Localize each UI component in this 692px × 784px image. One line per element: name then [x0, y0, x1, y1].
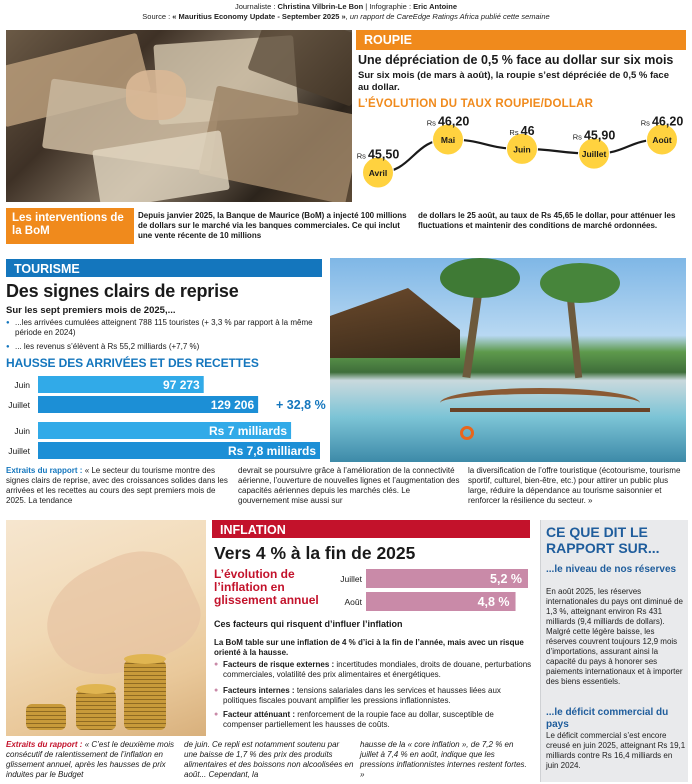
tourisme-excerpt-col-3: la diversification de l’offre touristique (écotourisme, tourisme sportif, culturel, bien-être, etc.) pour attirer un public plus large, réduire la dépendance au tourisme saisonnier et renforcer la résilience du secteur. »	[468, 466, 681, 505]
inflation-factors-heading: Ces facteurs qui risquent d’influer l’inflation	[214, 619, 403, 629]
roupie-category-label: Juin	[513, 144, 531, 155]
rapport-deficit-heading: ...le déficit commercial du pays	[546, 707, 669, 730]
inflation-bar-value-label: 5,2 %	[490, 572, 522, 586]
inflation-bullet-external	[214, 660, 532, 680]
tourisme-excerpt-col-2: devrait se poursuivre grâce à l’amélioration de la connectivité aérienne, l’ouverture de nouvelles lignes et l’augmentation des capacités aériennes depuis les marchés clés. Le gouvernement mise aussi sur	[238, 466, 460, 505]
inflation-bar-category: Juillet	[340, 574, 362, 584]
tourisme-bar-category: Juin	[14, 380, 30, 390]
inflation-bullet-mitigating	[214, 710, 532, 730]
inflation-excerpt-lead: Extraits du rapport :	[6, 740, 85, 749]
bom-interventions-label: Les interventions de la BoM	[6, 208, 134, 244]
roupie-dollar-chart	[352, 112, 692, 202]
tourisme-chart-title: HAUSSE DES ARRIVÉES ET DES RECETTES	[6, 356, 259, 370]
inflation-excerpt-text-1: « C’est le deuxième mois consécutif de ralentissement de l’inflation en glissement annuel, après les hausses de prix induites par le Budget	[6, 740, 175, 779]
tourisme-arrivals-change-label: + 32,8 %	[276, 398, 326, 412]
roupie-subheadline: Sur six mois (de mars à août), la roupie s’est dépréciée de 0,5 % face au dollar.	[358, 70, 669, 93]
roupie-headline: Une dépréciation de 0,5 % face au dollar sur six mois	[358, 53, 674, 67]
credits	[0, 2, 692, 22]
banknotes-photo	[6, 30, 352, 202]
tourisme-bar-value-label: 97 273	[163, 378, 200, 392]
roupie-value-label: Rs 46	[509, 123, 535, 138]
inflation-bullet-external-label: Facteurs de risque externes :	[223, 660, 337, 669]
journalist-name: Christina Vilbrin-Le Bon	[277, 2, 364, 11]
tourisme-excerpt-lead: Extraits du rapport :	[6, 466, 85, 475]
roupie-value-label: Rs 46,20	[426, 114, 470, 129]
tourisme-bar-category: Juillet	[8, 446, 30, 456]
tourisme-bullet-arrivals: ● ...les arrivées cumulées atteignent 788 115 touristes (+ 3,3 % par rapport à la même période en 2024)	[6, 318, 326, 338]
tourisme-section-tag: TOURISME	[6, 259, 322, 277]
source-label: Source :	[142, 12, 173, 21]
roupie-category-label: Août	[652, 134, 672, 145]
inflation-excerpt-col-1	[6, 740, 178, 780]
coin-stacks-photo	[6, 520, 206, 736]
roupie-value-label: Rs 45,50	[356, 147, 400, 162]
inflation-bullet-external-text: incertitudes mondiales, droits de douane, perturbations commerciales, volatilité des prix alimentaires et énergétiques.	[223, 660, 532, 679]
inflation-headline: Vers 4 % à la fin de 2025	[214, 543, 416, 563]
bom-text-column-2: de dollars le 25 août, au taux de Rs 45,65 le dollar, pour atténuer les fluctuations et maintenir des conditions de marché ordonnées.	[418, 211, 676, 230]
tourisme-excerpt-col-1	[6, 466, 230, 506]
inflation-bar-value-label: 4,8 %	[477, 595, 510, 609]
tourisme-subheadline: Sur les sept premiers mois de 2025,...	[6, 305, 176, 316]
rapport-deficit-text: Le déficit commercial s’est encore creusé en juin 2025, atteignant Rs 19,1 milliards contre Rs 16,4 milliards en juin 2024.	[546, 731, 686, 770]
inflation-chart-title: L’évolution de l’inflation en glissement annuel	[214, 567, 319, 607]
tourisme-bar-category: Juin	[14, 426, 30, 436]
tourisme-bar-category: Juillet	[8, 400, 30, 410]
inflation-excerpt-col-2: de juin. Ce repli est notamment soutenu par une baisse de 1,7 % des prix des produits alimentaires et des boissons non alcoolisées en août... Cependant, la	[184, 740, 354, 779]
credits-separator: |	[363, 2, 370, 11]
roupie-section-tag: ROUPIE	[356, 30, 686, 50]
tourisme-headline: Des signes clairs de reprise	[6, 281, 239, 301]
inflation-bullet-mitigating-text: renforcement de la roupie face au dollar, susceptible de compenser partiellement les hausses de coûts.	[223, 710, 494, 729]
roupie-category-label: Juillet	[581, 149, 607, 160]
resort-pool-photo	[330, 258, 686, 462]
infographic-label: Infographie :	[369, 2, 414, 11]
tourisme-bar-chart	[0, 372, 330, 462]
roupie-value-label: Rs 45,90	[572, 128, 616, 143]
inflation-bar-category: Août	[344, 597, 362, 607]
source-title: « Mauritius Economy Update - September 2025 »	[172, 12, 346, 21]
credits-line-1	[0, 2, 692, 12]
inflation-bullet-mitigating-label: Facteur atténuant :	[223, 710, 298, 719]
rapport-reserves-text: En août 2025, les réserves internationales du pays ont diminué de 1,3 %, atteignant environ Rs 431 milliards (9,4 milliards de dollars). Malgré cette légère baisse, les réserves couvrent toujours 12,9 mois d’importations, assurant ainsi la capacité du pays à honorer ses paiements internationaux et à importer des biens essentiels.	[546, 587, 683, 686]
inflation-bar-chart	[330, 566, 530, 616]
journalist-label: Journaliste :	[234, 2, 278, 11]
tourisme-bullet-revenue: ● ... les revenus s’élèvent à Rs 55,2 milliards (+7,7 %)	[6, 342, 326, 352]
credits-line-2	[0, 12, 692, 22]
inflation-excerpt-col-3: hausse de la « core inflation », de 7,2 % en juillet à 7,4 % en août, indique que les pressions inflationnistes internes restent fortes. »	[360, 740, 527, 779]
rapport-title: CE QUE DIT LE RAPPORT SUR...	[546, 524, 660, 556]
inflation-lead: La BoM table sur une inflation de 4 % d’ici à la fin de l’année, mais avec un risque orienté à la hausse.	[214, 638, 524, 657]
infographic-name: Eric Antoine	[413, 2, 458, 11]
rapport-reserves-heading: ...le niveau de nos réserves	[546, 564, 677, 575]
source-rest: , un rapport de CareEdge Ratings Africa publié cette semaine	[345, 12, 550, 21]
inflation-section-tag: INFLATION	[212, 520, 530, 538]
roupie-category-label: Avril	[368, 168, 388, 179]
tourisme-bar-value-label: Rs 7,8 milliards	[227, 444, 316, 458]
tourisme-bar-value-label: 129 206	[210, 398, 255, 412]
roupie-category-label: Mai	[440, 134, 456, 145]
roupie-value-label: Rs 46,20	[640, 114, 684, 129]
roupie-chart-title: L’ÉVOLUTION DU TAUX ROUPIE/DOLLAR	[358, 98, 594, 110]
tourisme-excerpt-text-1: « Le secteur du tourisme montre des signes clairs de reprise, avec des croissances solides dans les arrivées et les recettes au cours des sept premiers mois de 2025. La tendance	[6, 466, 228, 505]
inflation-bullet-internal-text: tensions salariales dans les services et hausses liées aux politiques fiscales pouvant amplifier les pressions inflationnistes.	[223, 686, 501, 705]
inflation-bullet-internal	[214, 686, 532, 706]
bom-text-column-1: Depuis janvier 2025, la Banque de Maurice (BoM) a injecté 100 millions de dollars sur le marché via les banques commerciales. Ce qui inclut une vente récente de 10 millions	[138, 211, 407, 240]
inflation-bullet-internal-label: Facteurs internes :	[223, 686, 297, 695]
tourisme-bar-value-label: Rs 7 milliards	[209, 424, 288, 438]
